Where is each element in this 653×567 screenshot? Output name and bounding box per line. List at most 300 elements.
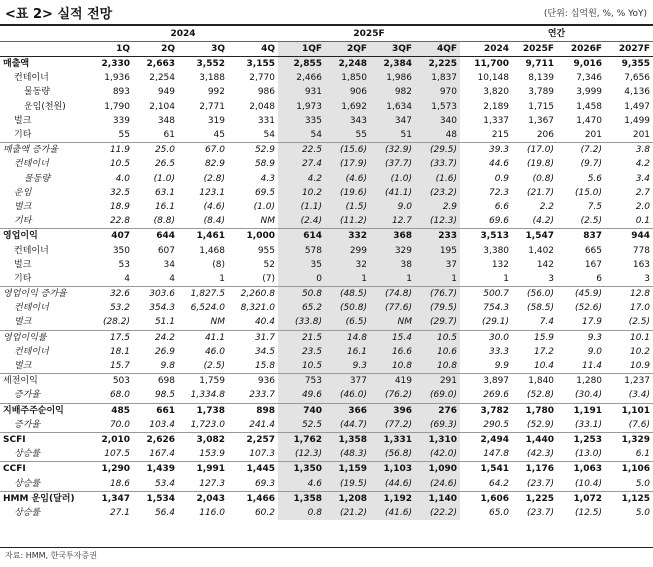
table-cell: 1,738 [178,403,228,418]
table-cell: 1,159 [325,462,370,477]
table-cell: 1,440 [512,432,557,447]
table-row [0,243,653,257]
table-cell: 48 [415,128,460,143]
table-cell: 2,048 [249,101,275,112]
table-cell: (37.7) [370,157,415,171]
table-cell: 3,513 [460,229,512,244]
table-cell: 98.5 [154,390,175,401]
table-cell: 12.7 [370,214,415,229]
column-header: 1QF [278,42,325,57]
row-label: 기타 [14,130,32,141]
table-cell: (8.4) [203,216,225,227]
table-cell: (29.7) [415,315,460,330]
table-cell: 2,771 [199,101,225,112]
row-label: 세전이익 [0,374,88,389]
table-cell: 366 [325,403,370,418]
table-cell: 18.1 [109,346,130,357]
table-cell: 67.0 [178,143,228,158]
table-cell: 2,663 [146,59,175,70]
table-cell: (32.9) [370,143,415,158]
table-cell: 37 [415,258,460,272]
table-cell: 740 [278,403,325,418]
row-label: 상승률 [14,478,41,489]
table-cell: 16.1 [325,345,370,359]
table-cell: 644 [133,229,178,244]
table-cell: 1 [415,272,460,287]
table-cell: (7.2) [557,143,605,158]
table-cell: 9,355 [621,59,651,70]
table-cell: 1,191 [557,403,605,418]
table-cell: 4.6 [278,476,325,491]
table-cell: 215 [491,130,510,141]
row-label: 컨테이너 [14,159,49,170]
row-label: 증가율 [14,419,41,430]
table-row [0,418,653,433]
table-cell: (1.6) [415,172,460,186]
table-cell: 303.6 [133,287,178,302]
table-row [0,447,653,462]
row-label: 증가율 [14,390,41,401]
table-cell: (48.3) [325,447,370,462]
table-cell: 10,148 [477,73,510,84]
table-cell: 944 [605,229,653,244]
table-cell: (1.1) [278,200,325,214]
table-cell: 10.8 [415,359,460,374]
table-cell: 1,350 [278,462,325,477]
table-cell: 1,000 [228,229,278,244]
table-cell: (2.5) [203,361,225,372]
table-cell: 1,280 [557,374,605,389]
table-cell: 1,331 [370,432,415,447]
table-cell: 1 [503,273,510,284]
table-cell: (15.6) [325,143,370,158]
table-cell: 22.8 [109,216,130,227]
table-cell: 25.0 [133,143,178,158]
table-cell: 1,723.0 [190,419,225,430]
table-cell: 23.5 [278,345,325,359]
table-cell: 955 [257,245,275,256]
table-cell: 5.0 [635,478,651,489]
table-cell: 1,541 [460,462,512,477]
table-cell: 986 [257,87,275,98]
table-row [0,214,653,229]
table-cell: 10.5 [278,359,325,374]
table-cell: 1,140 [415,491,460,506]
table-cell: 4 [169,273,175,284]
table-cell: 931 [278,85,325,99]
table-cell: 3.4 [635,173,651,184]
table-cell: 1,358 [278,491,325,506]
table-cell: (56.8) [370,447,415,462]
table-cell: 1,192 [370,491,415,506]
table-cell: 27.1 [109,507,130,518]
header-rule [0,24,653,26]
table-cell: 698 [133,374,178,389]
table-row [0,432,653,447]
table-cell: 347 [370,114,415,128]
table-cell: (12.5) [574,507,603,518]
table-cell: (52.8) [526,390,555,401]
table-cell: 11.4 [581,361,603,372]
table-cell: 58.9 [254,159,275,170]
table-cell: 127.3 [199,478,225,489]
table-cell: 3,999 [576,87,603,98]
table-cell: (33.1) [574,419,603,430]
table-cell: 26.9 [154,346,175,357]
table-cell: 485 [88,403,133,418]
table-cell: 2,260.8 [228,287,278,302]
table-cell: 1,347 [88,491,133,506]
row-label: 물동량 [24,87,51,98]
table-cell: 9.8 [160,361,175,372]
table-row [0,258,653,272]
table-cell: 61 [163,130,175,141]
table-cell: 2,626 [133,432,178,447]
table-row [0,315,653,330]
table-cell: 2.2 [539,201,555,212]
table-cell: (1.0) [153,173,175,184]
table-cell: 15.4 [370,330,415,345]
table-cell: 39.3 [460,143,512,158]
table-row [0,143,653,158]
table-cell: (69.0) [415,388,460,403]
table-row [0,491,653,506]
table-cell: (23.7) [526,507,555,518]
table-cell: 1,290 [88,462,133,477]
table-cell: 4.2 [635,159,651,170]
table-cell: 116.0 [199,507,225,518]
table-row [0,388,653,403]
table-cell: 4 [124,273,130,284]
table-cell: 1,692 [325,100,370,114]
table-cell: NM [370,315,415,330]
table-cell: 753 [278,374,325,389]
table-row [0,462,653,477]
table-cell: 1,468 [199,245,225,256]
table-cell: 45 [213,130,225,141]
table-cell: 195 [415,243,460,257]
table-cell: 44.6 [488,159,510,170]
table-cell: 665 [584,245,603,256]
table-cell: 1,850 [325,71,370,85]
table-cell: 614 [278,229,325,244]
row-label: 영업이익 [0,229,88,244]
table-cell: (3.4) [628,390,651,401]
table-cell: 52.5 [278,418,325,433]
table-cell: 407 [88,229,133,244]
table-cell: 3,380 [483,245,510,256]
table-cell: 1,461 [178,229,228,244]
table-cell: 2.7 [635,187,651,198]
table-row [0,301,653,315]
table-cell: 5.6 [587,173,603,184]
row-label: 벌크 [14,115,32,126]
table-cell: 11.9 [88,143,133,158]
table-cell: (19.6) [325,186,370,200]
table-cell: 53 [118,259,130,270]
table-cell: 206 [536,130,555,141]
table-cell: 500.7 [460,287,512,302]
table-cell: (4.6) [203,201,225,212]
table-cell: 3,789 [528,87,555,98]
table-cell: 63.1 [154,187,175,198]
table-cell: 7,346 [576,73,603,84]
table-cell: (23.2) [415,186,460,200]
table-cell: 10.4 [533,361,555,372]
table-cell: 10.9 [629,361,651,372]
table-cell: (30.4) [574,390,603,401]
table-cell: 906 [325,85,370,99]
column-header: 2025F [512,42,557,57]
table-cell: 290.5 [483,419,510,430]
row-label: 매출액 증가율 [0,143,88,158]
table-cell: (19.8) [526,159,555,170]
table-cell: 2,225 [415,57,460,72]
table-cell: 992 [207,87,225,98]
table-row [0,186,653,200]
column-header-row [0,42,653,57]
table-cell: 949 [157,87,175,98]
table-cell: 2,189 [483,101,510,112]
table-cell: (4.2) [532,216,555,227]
table-cell: 51.1 [154,317,175,328]
table-cell: 9,711 [525,59,555,70]
table-row [0,330,653,345]
table-cell: 6,524.0 [190,303,225,314]
table-cell: (12.3) [415,214,460,229]
table-cell: 343 [325,114,370,128]
table-cell: 837 [557,229,605,244]
table-cell: 339 [112,115,130,126]
table-cell: (42.0) [415,447,460,462]
table-cell: 1,237 [605,374,653,389]
table-cell: (41.1) [370,186,415,200]
table-cell: 53.2 [109,303,130,314]
table-cell: (0.8) [532,173,555,184]
table-cell: 35 [278,258,325,272]
column-header: 3QF [370,42,415,57]
table-cell: 16.1 [154,201,175,212]
table-cell: 1,329 [605,432,653,447]
table-cell: 8,139 [528,73,555,84]
table-cell: (15.0) [574,187,603,198]
table-cell: 82.9 [204,159,225,170]
table-cell: 32 [325,258,370,272]
table-row [0,359,653,374]
table-cell: 368 [370,229,415,244]
table-cell: 5.0 [635,507,651,518]
table-cell: 3,155 [246,59,275,70]
table-cell: 53.4 [154,478,175,489]
row-label: 기타 [14,273,32,284]
table-cell: (13.0) [574,449,603,460]
table-cell: 12.8 [605,287,653,302]
table-cell: 52.9 [228,143,278,158]
table-cell: 1,840 [512,374,557,389]
table-cell: (77.2) [370,418,415,433]
table-cell: 1,334.8 [190,390,225,401]
table-cell: 340 [415,114,460,128]
table-cell: (2.4) [278,214,325,229]
table-cell: 65.2 [278,301,325,315]
table-cell: 1,762 [278,432,325,447]
table-cell: 10.2 [629,346,651,357]
table-cell: 1,402 [528,245,555,256]
table-cell: 52 [263,259,275,270]
table-row [0,374,653,389]
column-header: 3Q [178,42,228,57]
table-cell: 1 [325,272,370,287]
table-cell: 3 [548,273,555,284]
row-label: 운임 [14,187,32,198]
table-cell: (21.2) [325,506,370,520]
table-cell: 299 [325,243,370,257]
table-cell: 1,497 [624,101,651,112]
table-cell: 982 [370,85,415,99]
row-label: 컨테이너 [14,73,49,84]
table-cell: 2,010 [88,432,133,447]
group-header: 연간 [460,27,653,42]
table-cell: 68.0 [109,390,130,401]
table-cell: 233.7 [249,390,275,401]
column-header: 2024 [460,42,512,57]
table-cell: 11,700 [474,59,510,70]
row-label: 벌크 [14,259,32,270]
table-cell: (56.0) [512,287,557,302]
table-cell: 1,827.5 [178,287,228,302]
table-cell: 3.8 [605,143,653,158]
table-row [0,476,653,491]
table-cell: (52.9) [526,419,555,430]
table-cell: 7.4 [539,317,555,328]
table-cell: 898 [228,403,278,418]
column-header: 2026F [557,42,605,57]
table-cell: 69.5 [254,187,275,198]
table-cell: 65.0 [488,507,510,518]
table-cell: (74.8) [370,287,415,302]
table-cell: 396 [370,403,415,418]
table-cell: 10.8 [370,359,415,374]
table-cell: 348 [157,115,175,126]
table-cell: 147.8 [483,449,510,460]
table-cell: 241.4 [249,419,275,430]
table-cell: 40.4 [254,317,275,328]
table-cell: 10.2 [278,186,325,200]
table-cell: 329 [370,243,415,257]
column-header: 4Q [228,42,278,57]
table-title: <표 2> 실적 전망 [5,7,113,22]
table-cell: 778 [632,245,651,256]
table-cell: 54 [278,128,325,143]
table-cell: 269.6 [483,390,510,401]
table-cell: 1,106 [605,462,653,477]
table-cell: 31.7 [228,330,278,345]
table-cell: (50.8) [325,301,370,315]
table-cell: 201 [584,130,603,141]
table-cell: 2.9 [415,200,460,214]
table-cell: 1,606 [460,491,512,506]
table-cell: (12.3) [278,447,325,462]
table-cell: (8) [212,259,225,270]
table-cell: 7.5 [587,201,603,212]
table-cell: (42.3) [526,449,555,460]
table-cell: 1,790 [104,101,130,112]
table-cell: (79.5) [415,301,460,315]
table-cell: 153.9 [199,449,225,460]
table-cell: 1,759 [178,374,228,389]
table-cell: 107.5 [104,449,130,460]
table-cell: (28.2) [102,317,130,328]
row-label: 컨테이너 [14,303,49,314]
table-cell: (58.5) [526,303,555,314]
table-cell: 1,466 [228,491,278,506]
table-cell: 7,656 [624,73,651,84]
table-cell: 2,494 [460,432,512,447]
table-cell: 3,082 [178,432,228,447]
table-cell: 107.3 [249,449,275,460]
table-cell: 377 [325,374,370,389]
table-cell: 10.6 [415,345,460,359]
table-cell: 6.6 [494,201,510,212]
table-cell: 4.0 [115,173,130,184]
table-cell: 3,782 [460,403,512,418]
table-cell: 167 [584,259,603,270]
table-cell: 2,384 [370,57,415,72]
table-cell: (44.7) [325,418,370,433]
table-cell: (4.6) [325,172,370,186]
table-cell: 17.2 [533,346,555,357]
table-cell: 1,310 [415,432,460,447]
table-cell: 1,253 [557,432,605,447]
table-cell: 1,715 [528,101,555,112]
table-cell: (1.0) [370,172,415,186]
table-row [0,272,653,287]
table-cell: 2,254 [149,73,175,84]
table-cell: 1,470 [576,115,603,126]
table-cell: (41.6) [370,506,415,520]
column-header: 2Q [133,42,178,57]
row-label: 영업이익률 [0,330,88,345]
row-label: CCFI [0,462,88,477]
table-cell: 56.4 [154,507,175,518]
table-cell: 27.4 [278,157,325,171]
table-cell: 1,534 [133,491,178,506]
table-cell: 17.0 [629,303,651,314]
table-cell: 233 [415,229,460,244]
table-cell: 163 [632,259,651,270]
table-cell: 32.6 [88,287,133,302]
table-cell: (29.1) [481,317,510,328]
table-cell: 0.9 [494,173,510,184]
table-cell: 3,188 [199,73,225,84]
table-cell: (29.5) [415,143,460,158]
table-cell: 1,458 [576,101,603,112]
row-label: SCFI [0,432,88,447]
table-cell: (2.5) [628,317,651,328]
table-cell: (19.5) [325,476,370,491]
table-cell: 1,991 [178,462,228,477]
table-cell: (33.7) [415,157,460,171]
table-cell: (9.7) [580,159,603,170]
table-cell: (6.5) [325,315,370,330]
table-cell: 1,101 [605,403,653,418]
table-cell: 1,072 [557,491,605,506]
table-cell: 167.4 [149,449,175,460]
table-cell: (22.2) [415,506,460,520]
table-cell: 70.0 [109,419,130,430]
row-label: 상승률 [14,449,41,460]
table-cell: 69.3 [254,478,275,489]
